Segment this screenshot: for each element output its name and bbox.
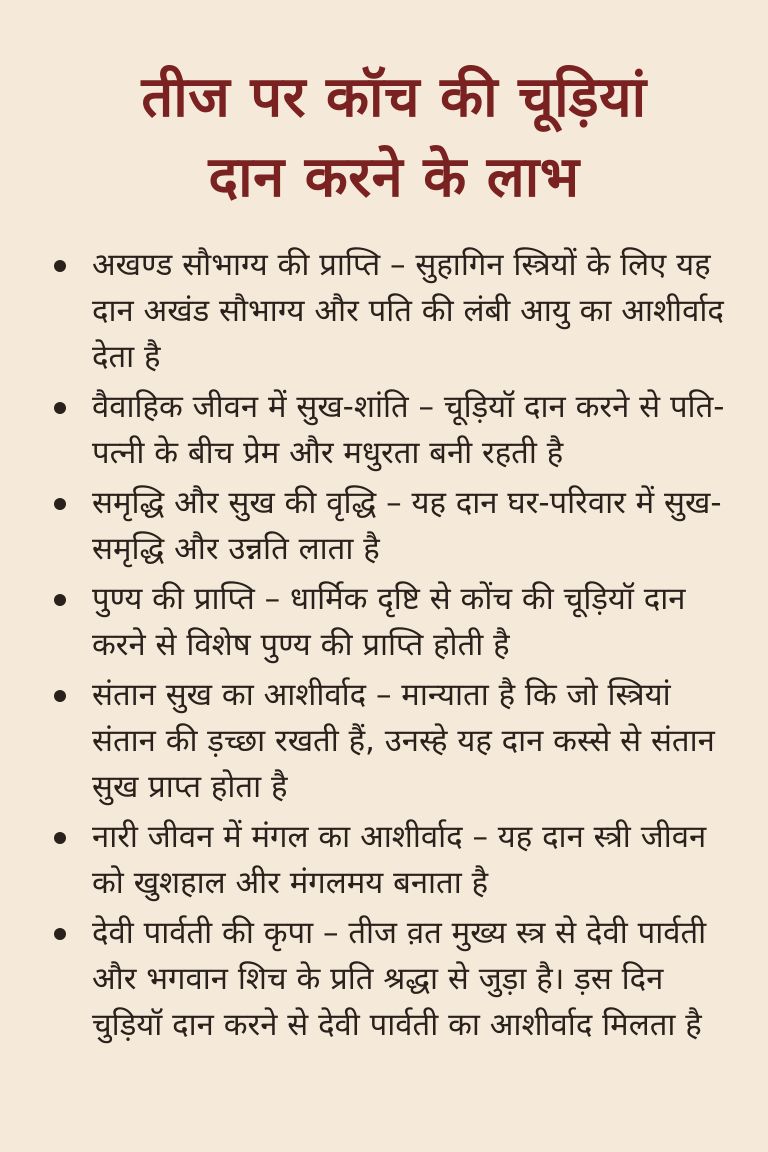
bullet-dot-icon [54, 928, 66, 940]
list-item-nari-jeevan [48, 814, 740, 906]
page-title [48, 58, 740, 218]
bullet-dot-icon [54, 690, 66, 702]
list-item-santan-sukh [48, 672, 740, 810]
bullet-dot-icon [54, 498, 66, 510]
title-line-1: तीज पर कॉच की चूड़ियां [141, 65, 647, 130]
list-item-devi-parvati [48, 910, 740, 1048]
benefits-list [48, 242, 740, 1048]
benefit-text: नारी जीवन में मंगल का आशीर्वाद – यह दान स्त्री जीवन को खुशहाल अीर मंगलमय बनाता है [92, 819, 707, 901]
benefit-text: अखण्ड सौभाग्य की प्राप्ति – सुहागिन स्त्रियों के लिए यह दान अखंड सौभाग्य और पति की लंबी आयु का आशीर्वाद देता है [92, 247, 724, 375]
list-item-vaivahik-jeevan [48, 384, 740, 476]
bullet-dot-icon [54, 594, 66, 606]
benefit-text: समृद्धि और सुख की वृद्धि – यह दान घर-परिवार में सुख-समृद्धि और उन्नति लाता है [92, 485, 722, 567]
bullet-dot-icon [54, 402, 66, 414]
list-item-samriddhi [48, 480, 740, 572]
list-item-punya [48, 576, 740, 668]
benefit-text: वैवाहिक जीवन में सुख-शांति – चूड़ियॉ दान करने से पति-पत्नी के बीच प्रेम और मधुरता बनी रहती है [92, 389, 725, 471]
benefit-text: पुण्य की प्राप्ति – धार्मिक दृष्टि से कोंच की चूड़ियॉ दान करने से विशेष पुण्य की प्राप्ति होती है [92, 581, 686, 663]
benefit-text: देवी पार्वती की कृपा – तीज व़त मुख्य स्त्र से देवी पार्वती और भगवान शिच के प्रति श्रद्धा से जुड़ा है। ड़स दिन चुड़ियॉ दान करने से देवी पार्वती का आशीर्वाद मिलता है [92, 915, 707, 1043]
bullet-dot-icon [54, 260, 66, 272]
list-item-akhand-saubhagya [48, 242, 740, 380]
bullet-dot-icon [54, 832, 66, 844]
benefit-text: संतान सुख का आशीर्वाद – मान्याता है कि जो स्त्रियां संतान की ड़च्छा रखती हैं, उनस्हे यह दान कस्से से संतान सुख प्राप्त होता है [92, 677, 715, 805]
title-line-2: दान करने के लाभ [208, 145, 580, 210]
